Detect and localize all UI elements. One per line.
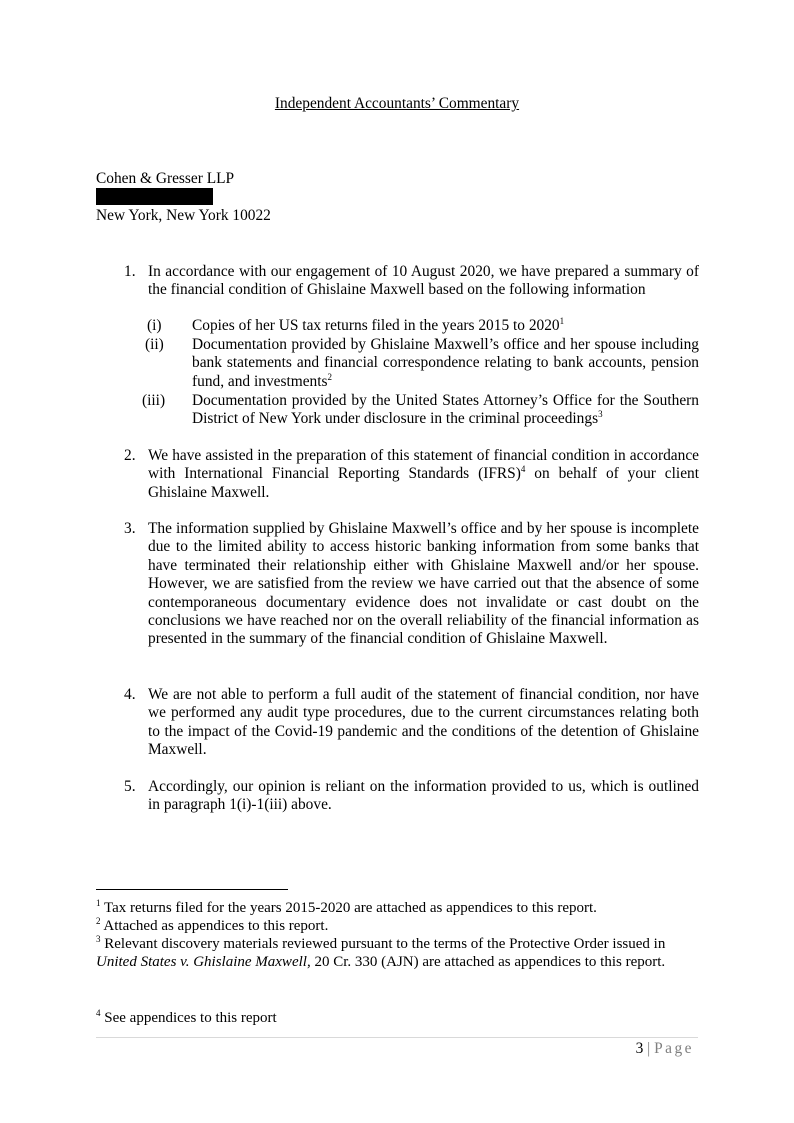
redaction-bar [96,188,213,205]
paragraph-1 [124,263,699,300]
paragraph-number: 2. [124,447,136,464]
sub-item-text: Documentation provided by the United States Attorney’s Office for the Southern District of New York under disclosure in the criminal proceedings$^3$ [192,392,699,428]
paragraph-text: The information supplied by Ghislaine Maxwell’s office and by her spouse is incomplete due to the limited ability to access historic banking information from some banks that have terminated their relationship either with Ghislaine Maxwell and/or her spouse. However, we are satisfied from the review we have carried out that the absence of some contemporaneous documentary evidence does not invalidate or cast doubt on the conclusions we have reached nor on the overall reliability of the financial information as presented in the summary of the financial condition of Ghislaine Maxwell. [148,520,699,648]
paragraph-text: In accordance with our engagement of 10 August 2020, we have prepared a summary of the financial condition of Ghislaine Maxwell based on the following information [148,263,699,299]
recipient-city: New York, New York 10022 [96,207,271,224]
paragraph-2 [124,447,699,502]
footnote-ref-4[interactable]: 4 [520,464,526,475]
sub-item-iii [142,392,699,429]
paragraph-number: 5. [124,778,136,795]
paragraph-3 [124,520,699,649]
sub-item-number: (iii) [142,392,166,409]
case-name: United States v. Ghislaine Maxwell [96,954,307,970]
paragraph-5 [124,778,699,815]
paragraph-number: 3. [124,520,136,537]
footnote-3: $^3$ Relevant discovery materials reviewed pursuant to the terms of the Protective Order issued in United States v. Ghislaine Maxwell, 20 Cr. 330 (AJN) are attached as appendices to this report. [96,934,666,970]
footer-divider [96,1037,698,1038]
paragraph-4 [124,686,699,760]
paragraph-number: 1. [124,263,136,280]
sub-item-number: (i) [147,317,162,334]
footnote-ref-2[interactable]: 2 [327,371,333,382]
footnote-4: $^4$ See appendices to this report [96,1008,277,1026]
paragraph-text: We are not able to perform a full audit of the statement of financial condition, nor have we performed any audit type procedures, due to the current circumstances relating both to the impact of the Covid-19 pandemic and the conditions of the detention of Ghislaine Maxwell. [148,686,699,759]
paragraph-number: 4. [124,686,136,703]
footnote-separator [96,889,288,890]
footnote-ref-1[interactable]: 1 [559,316,565,326]
paragraph-text: Accordingly, our opinion is reliant on the information provided to us, which is outlined in paragraph 1(i)-1(iii) above. [148,778,699,814]
paragraph-text: We have assisted in the preparation of this statement of financial condition in accordance with International Financial Reporting Standards (IFRS)$^4$ on behalf of your client Ghislaine Maxwell. [148,447,699,501]
footnote-ref-3[interactable]: 3 [598,409,603,420]
footnote-2: $^2$ Attached as appendices to this report. [96,916,329,934]
sub-item-text: Copies of her US tax returns filed in the years 2015 to 2020$^1$ [192,316,565,334]
sub-item-i [142,317,699,335]
sub-item-text: Documentation provided by Ghislaine Maxwell’s office and her spouse including bank statements and financial correspondence relating to bank accounts, pension fund, and investments$^2$ [192,336,699,390]
sub-item-ii [142,336,699,391]
sub-item-number: (ii) [145,336,164,353]
recipient-firm: Cohen & Gresser LLP [96,170,235,187]
page-number: 3 | Page [635,1040,694,1057]
document-title: Independent Accountants’ Commentary [274,95,520,112]
footnote-1: $^1$ Tax returns filed for the years 2015-2020 are attached as appendices to this report. [96,898,597,916]
